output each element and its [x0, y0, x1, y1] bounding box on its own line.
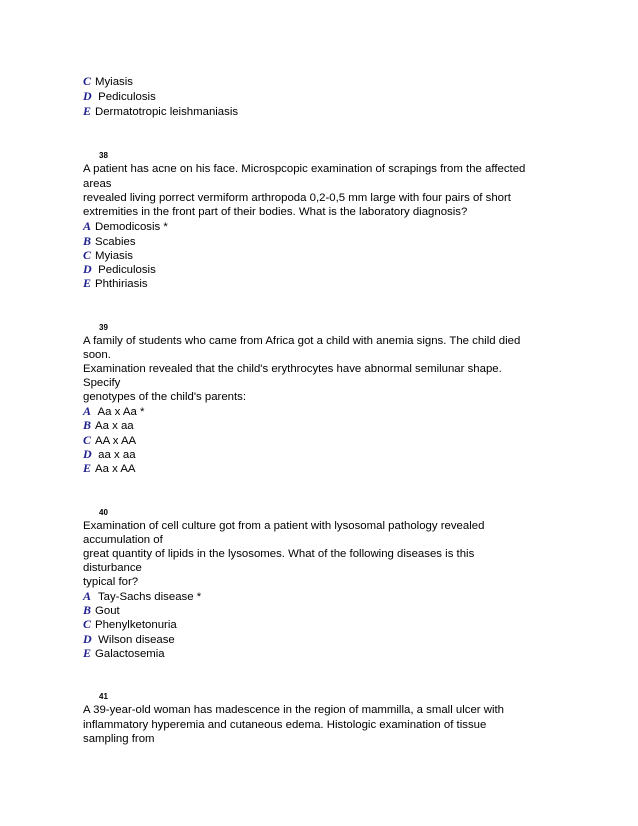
q40-option-e: [83, 646, 165, 660]
question-text-line: soon.: [83, 349, 111, 361]
question-text-line: sampling from: [83, 733, 155, 745]
option-text: Gout: [95, 605, 120, 617]
q38-option-c: [83, 248, 133, 262]
q40-option-b: [83, 603, 120, 617]
q38-option-e: [83, 276, 148, 290]
question-text-line: A family of students who came from Africa got a child with anemia signs. The child died: [83, 335, 521, 347]
option-text: Myiasis: [95, 250, 133, 262]
question-text-line: revealed living porrect vermiform arthropoda 0,2-0,5 mm large with four pairs of short: [83, 192, 511, 204]
option-letter: C: [83, 617, 92, 631]
q38-option-b: [83, 234, 136, 248]
q38-option-d: [83, 262, 156, 276]
question-text-line: Specify: [83, 377, 121, 389]
option-text: Pediculosis: [95, 91, 156, 103]
option-text: Dermatotropic leishmaniasis: [95, 106, 239, 118]
option-text: Scabies: [95, 236, 136, 248]
option-letter: A: [83, 404, 92, 418]
question-number: 41: [99, 692, 108, 701]
option-text: Phenylketonuria: [95, 619, 177, 631]
option-text: aa x aa: [95, 449, 136, 461]
option-letter: A: [83, 219, 92, 233]
q39-option-d: [83, 447, 136, 461]
option-text: Wilson disease: [95, 634, 175, 646]
option-text: Galactosemia: [95, 648, 165, 660]
question-text-line: A 39-year-old woman has madescence in the region of mammilla, a small ulcer with: [83, 704, 505, 716]
q39-option-c: [83, 433, 136, 447]
option-letter: E: [83, 276, 92, 290]
question-text-line: typical for?: [83, 576, 139, 588]
option-text: Aa x aa: [95, 420, 134, 432]
q40-option-d: [83, 632, 175, 646]
option-letter: C: [83, 433, 92, 447]
option-letter: C: [83, 74, 92, 88]
question-number: 38: [99, 151, 108, 160]
option-letter: D: [83, 262, 92, 276]
option-letter: D: [83, 632, 92, 646]
q37-option-e: [83, 104, 238, 118]
option-letter: D: [83, 447, 92, 461]
question-text-line: Examination revealed that the child's erythrocytes have abnormal semilunar shape.: [83, 363, 502, 375]
question-number: 39: [99, 323, 108, 332]
question-text-line: A patient has acne on his face. Microspcopic examination of scrapings from the affected: [83, 163, 526, 175]
option-text: Tay-Sachs disease *: [95, 591, 202, 603]
question-text-line: extremities in the front part of their bodies. What is the laboratory diagnosis?: [83, 206, 468, 218]
option-letter: B: [83, 603, 92, 617]
q38-option-a: [83, 219, 168, 233]
question-text-line: Examination of cell culture got from a patient with lysosomal pathology revealed: [83, 520, 485, 532]
option-text: Aa x Aa *: [95, 406, 145, 418]
q39-option-b: [83, 418, 134, 432]
question-text-line: great quantity of lipids in the lysosomes. What of the following diseases is this: [83, 548, 475, 560]
question-text-line: disturbance: [83, 562, 142, 574]
q40-option-c: [83, 617, 177, 631]
option-letter: D: [83, 89, 92, 103]
question-text-line: accumulation of: [83, 534, 163, 546]
option-letter: B: [83, 418, 92, 432]
option-text: Phthiriasis: [95, 278, 148, 290]
question-number: 40: [99, 508, 108, 517]
option-letter: E: [83, 104, 92, 118]
q37-option-d: [83, 89, 156, 103]
option-letter: E: [83, 461, 92, 475]
question-text-line: genotypes of the child's parents:: [83, 391, 247, 403]
question-text-line: inflammatory hyperemia and cutaneous edema. Histologic examination of tissue: [83, 719, 487, 731]
option-letter: A: [83, 589, 92, 603]
option-letter: E: [83, 646, 92, 660]
option-letter: B: [83, 234, 92, 248]
q40-option-a: [83, 589, 201, 603]
q37-option-c: [83, 74, 133, 88]
question-text-line: areas: [83, 178, 112, 190]
option-text: AA x AA: [95, 435, 137, 447]
option-text: Pediculosis: [95, 264, 156, 276]
option-letter: C: [83, 248, 92, 262]
option-text: Demodicosis *: [95, 221, 168, 233]
option-text: Myiasis: [95, 76, 133, 88]
option-text: Aa x AA: [95, 463, 136, 475]
q39-option-e: [83, 461, 136, 475]
q39-option-a: [83, 404, 144, 418]
